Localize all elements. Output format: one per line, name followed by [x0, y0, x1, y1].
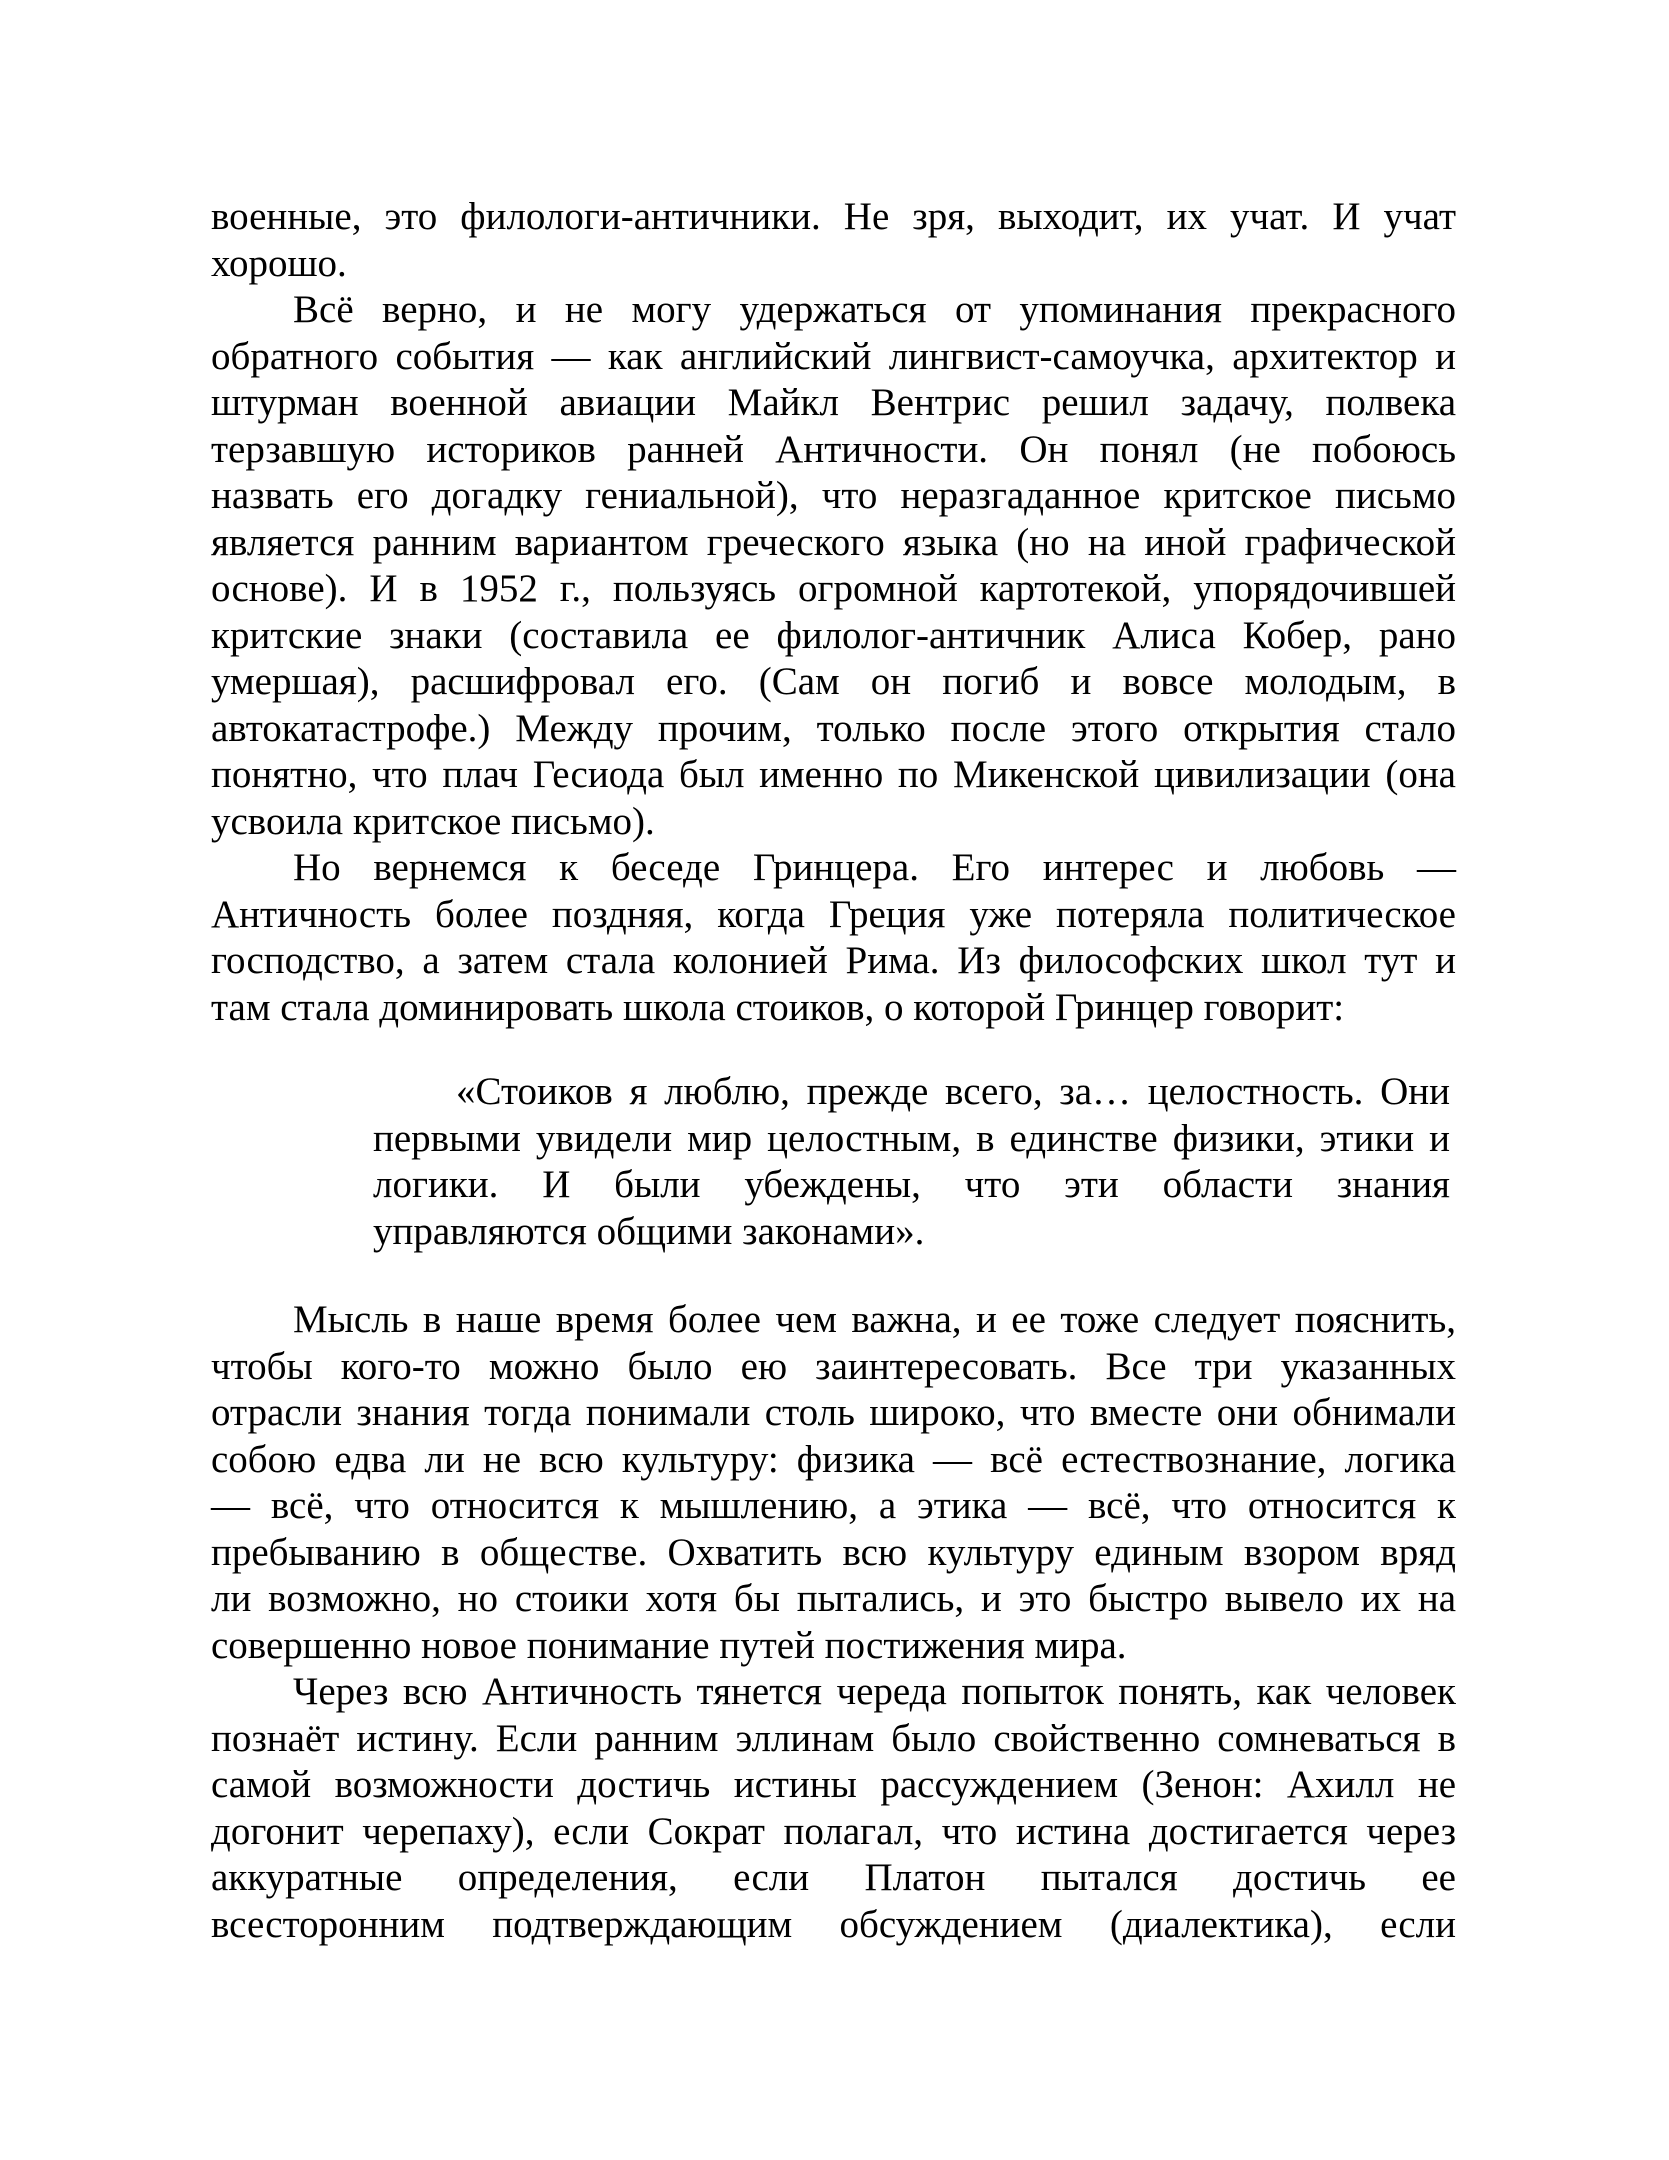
text-line: совершенно новое понимание путей постижения мира. [211, 1623, 1127, 1667]
text-line: автокатастрофе.) Между прочим, только после этого открытия стало [211, 706, 1456, 750]
text-line: догонит черепаху), если Сократ полагал, что истина достигается через [211, 1809, 1456, 1853]
text-line: познаёт истину. Если ранним эллинам было свойственно сомневаться в [211, 1716, 1456, 1760]
paragraph-continuation [211, 194, 1456, 287]
text-line: штурман военной авиации Майкл Вентрис решил задачу, полвека [211, 381, 1456, 424]
text-line: обратного события — как английский лингвист-самоучка, архитектор и [211, 334, 1456, 378]
text-line: понятно, что плач Гесиода был именно по Микенской цивилизации (она [211, 753, 1456, 796]
document-page [211, 194, 1456, 1948]
paragraph-stoics-thought [211, 1297, 1456, 1669]
text-line: Всё верно, и не могу удержаться от упоминания прекрасного [293, 288, 1456, 331]
text-line: терзавшую историков ранней Античности. Он понял (не побоюсь [211, 427, 1456, 471]
paragraph-truth [211, 1669, 1456, 1948]
text-line: является ранним вариантом греческого языка (но на иной графической [211, 520, 1456, 564]
text-line: аккуратные определения, если Платон пытался достичь ее [211, 1856, 1456, 1899]
paragraph-ventris [211, 287, 1456, 845]
text-line: чтобы кого-то можно было ею заинтересовать. Все три указанных [211, 1344, 1456, 1388]
text-line: Античность более поздняя, когда Греция уже потеряла политическое [211, 892, 1456, 936]
text-line: назвать его догадку гениальной), что неразгаданное критское письмо [211, 474, 1456, 517]
text-line: Но вернемся к беседе Гринцера. Его интерес и любовь — [293, 846, 1456, 889]
text-line: собою едва ли не всю культуру: физика — всё естествознание, логика [211, 1437, 1456, 1481]
text-line: хорошо. [211, 241, 347, 285]
text-line: военные, это филологи-античники. Не зря, выходит, их учат. И учат [211, 195, 1456, 238]
text-line: усвоила критское письмо). [211, 799, 655, 843]
text-line: основе). И в 1952 г., пользуясь огромной картотекой, упорядочившей [211, 567, 1456, 610]
block-quote [373, 1069, 1450, 1255]
text-line: господство, а затем стала колонией Рима. Из философских школ тут и [211, 939, 1456, 982]
text-line: всесторонним подтверждающим обсуждением (диалектика), если [211, 1902, 1456, 1946]
quote-line: первыми увидели мир целостным, в единстве физики, этики и [373, 1116, 1450, 1160]
text-line: Мысль в наше время более чем важна, и ее тоже следует пояснить, [293, 1298, 1456, 1341]
text-line: Через всю Античность тянется череда попыток понять, как человек [293, 1670, 1456, 1713]
quote-line: «Стоиков я люблю, прежде всего, за… целостность. Они [456, 1070, 1450, 1113]
text-line: критские знаки (составила ее филолог-античник Алиса Кобер, рано [211, 613, 1456, 657]
text-line: — всё, что относится к мышлению, а этика — всё, что относится к [211, 1484, 1456, 1527]
paragraph-grintser [211, 845, 1456, 1031]
text-line: пребыванию в обществе. Охватить всю культуру единым взором вряд [211, 1530, 1456, 1574]
quote-line: управляются общими законами». [373, 1209, 925, 1253]
text-line: там стала доминировать школа стоиков, о которой Гринцер говорит: [211, 985, 1345, 1029]
text-line: отрасли знания тогда понимали столь широко, что вместе они обнимали [211, 1391, 1456, 1434]
quote-line: логики. И были убеждены, что эти области знания [373, 1163, 1450, 1206]
text-line: самой возможности достичь истины рассуждением (Зенон: Ахилл не [211, 1763, 1456, 1806]
text-line: умершая), расшифровал его. (Сам он погиб и вовсе молодым, в [211, 660, 1456, 703]
text-line: ли возможно, но стоики хотя бы пытались, и это быстро вывело их на [211, 1577, 1456, 1620]
